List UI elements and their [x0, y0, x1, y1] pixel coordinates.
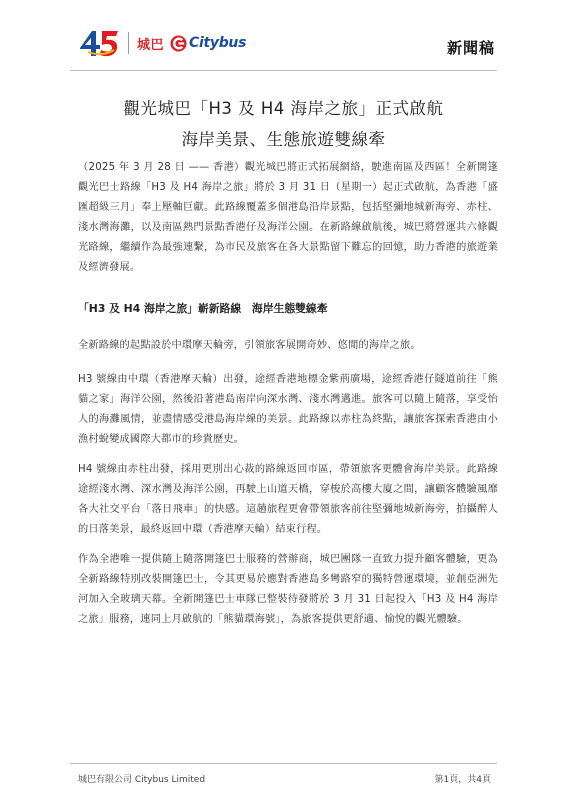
section-heading: 「H3 及 H4 海岸之旅」嶄新路線 海岸生態雙線牽 [78, 302, 328, 315]
paragraph-route-start: 全新路線的起點設於中環摩天輪旁，引領旅客展開奇妙、悠閒的海岸之旅。 [78, 340, 421, 351]
intro-paragraph: （2025 年 3 月 28 日 —— 香港）觀光城巴將正式拓展網絡，駛進南區及西區！全新開篷觀光巴士路線「H3 及 H4 海岸之旅」將於 3 月 31 日（星期一）起正式啟航，為香港「盛匯超級三月」奉上壓軸巨獻。此路線覆蓋多個港島沿岸景點，包括堅彌地城新海旁、赤柱、淺水灣海灘，以及南區熱門景點香港仔及海洋公園。在新路線啟航後，城巴將營運共六條觀光路線，繼續作為最強連繫，為市民及旅客在各大景點留下難忘的回憶，助力香港的旅遊業及經濟發展。 [78, 162, 498, 273]
logo-chinese-name: 城巴 [137, 37, 165, 53]
paragraph-h4-route: H4 號線由赤柱出發，採用更別出心裁的路線返回市區，帶領旅客更體會海岸美景。此路線途經淺水灣、深水灣及海洋公園，再駛上山道天橋，穿梭於高樓大廈之間，讓顧客體驗風靡各大社交平台「落日飛車」的快感。這趟旅程更會帶領旅客前往堅彌地城新海旁，拍攝醉人的日落美景，最終返回中環（香港摩天輪）結束行程。 [78, 464, 498, 535]
paragraph-operator: 作為全港唯一提供隨上隨落開篷巴士服務的營辦商，城巴團隊一直致力提升顧客體驗，更為全新路線特別改裝開篷巴士，令其更易於應對香港島多彎路窄的獨特營運環境，並創亞洲先河加入全玻璃天幕。全新開篷巴士車隊已整裝待發將於 3 月 31 日起投入「H3 及 H4 海岸之旅」服務，連同上月啟航的「熊貓環海號」，為旅客提供更舒適、愉悅的觀光體驗。 [78, 554, 498, 625]
footer-divider [70, 763, 497, 764]
logo-english-name: Citybus [189, 35, 247, 51]
headline: 觀光城巴「H3 及 H4 海岸之旅」正式啟航 [123, 99, 444, 118]
press-release-label: 新聞稿 [446, 39, 495, 57]
paragraph-h3-route: H3 號線由中環（香港摩天輪）出發，途經香港地標金紫荊廣場，途經香港仔隧道前往「熊貓之家」海洋公園，然後沿著港島南岸向深水灣、淺水灣邁進。旅客可以隨上隨落，享受怡人的海灘風情，並盡情感受港島海岸線的美景。此路線以赤柱為終點，讓旅客探索香港由小漁村蛻變成國際大都市的珍貴歷史。 [78, 374, 498, 445]
citybus-c-icon [170, 35, 187, 52]
subheadline: 海岸美景、生態旅遊雙線牽 [181, 130, 386, 149]
footer-company: 城巴有限公司 Citybus Limited [78, 775, 206, 785]
logo-divider [128, 32, 129, 54]
header-divider [70, 70, 497, 71]
citybus-logo [78, 28, 246, 58]
anniversary-45-icon [78, 28, 120, 58]
footer-page-number: 第1頁，共4頁 [434, 775, 491, 785]
header [0, 0, 569, 70]
